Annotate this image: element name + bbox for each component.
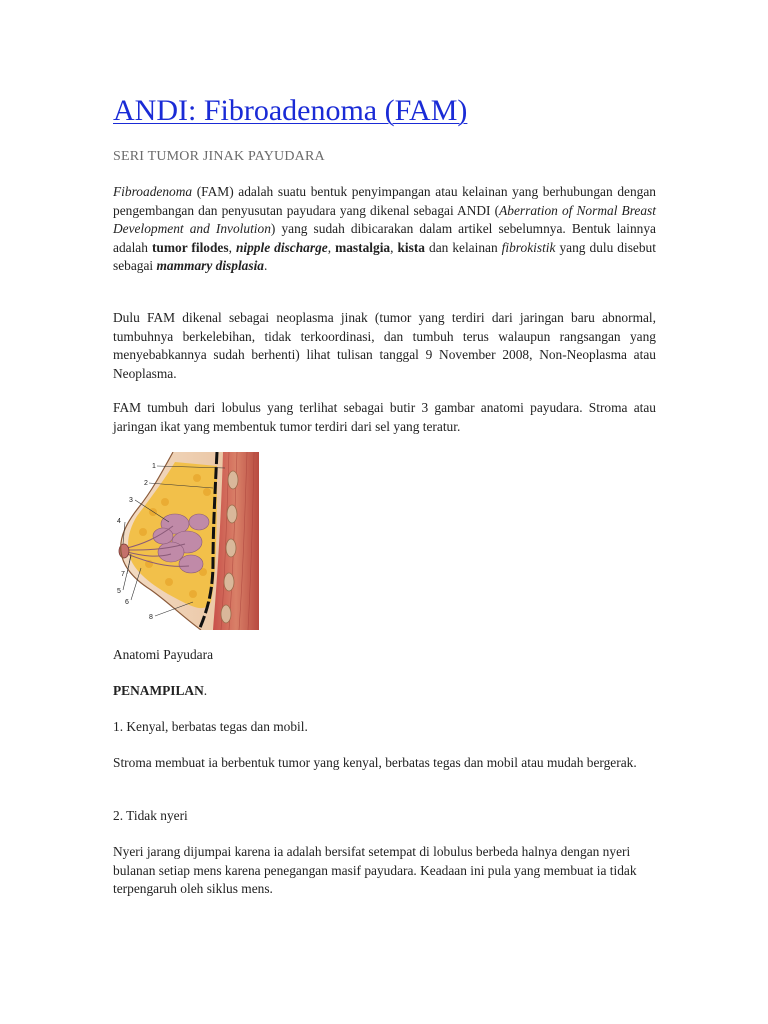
paragraph-lobulus: FAM tumbuh dari lobulus yang terlihat sebagai butir 3 gambar anatomi payudara. Stroma atau jaringan ikat yang membentuk tumor terdiri dari sel yang teratur. <box>113 400 656 434</box>
term-andi-expansion: Aberration of Normal Breast Development and Involution <box>113 202 656 236</box>
list-item-1-label: 1. Kenyal, berbatas tegas dan mobil. <box>113 719 308 734</box>
label-1: 1 <box>152 463 156 470</box>
term-fibroadenoma: Fibroadenoma <box>113 184 193 199</box>
list-item-1-text: Stroma membuat ia berbentuk tumor yang kenyal, berbatas tegas dan mobil atau mudah bergerak. <box>113 755 637 770</box>
text-run: yang dulu disebut sebagai <box>113 239 656 273</box>
label-4: 4 <box>117 518 121 525</box>
label-5: 5 <box>117 588 121 595</box>
term-tumor-filodes: tumor filodes <box>151 239 229 255</box>
term-mastalgia: mastalgia <box>335 239 391 255</box>
text-run: . <box>264 258 268 273</box>
list-item-2-label: 2. Tidak nyeri <box>113 808 188 823</box>
paragraph-neoplasma: Dulu FAM dikenal sebagai neoplasma jinak (tumor yang terdiri dari jaringan baru abnormal, tumbuhnya berkelebihan, tidak terkoordinasi, dan tumbuh terus walaupun rangsangan yang menyebabkannya sudah berhenti) lihat tulisan tanggal 9 November 2008, Non-Neoplasma atau Neoplasma. <box>113 310 656 381</box>
term-mammary-displasia: mammary displasia <box>156 258 265 273</box>
section-heading-dot: . <box>203 683 208 698</box>
term-nipple-discharge: nipple discharge <box>235 239 328 255</box>
text-run: , <box>228 239 236 255</box>
text-run: ) yang sudah dibicarakan dalam artikel sebelumnya. Bentuk lainnya adalah <box>113 221 656 255</box>
label-6: 6 <box>125 599 129 606</box>
term-fibrokistik: fibrokistik <box>501 239 556 255</box>
figure-caption: Anatomi Payudara <box>113 647 214 662</box>
term-kista: kista <box>397 239 425 255</box>
article-subtitle: SERI TUMOR JINAK PAYUDARA <box>113 149 325 164</box>
label-8: 8 <box>149 614 153 621</box>
breast-anatomy-figure <box>113 452 259 630</box>
text-run: , <box>327 239 336 255</box>
text-run: (FAM) adalah suatu bentuk penyimpangan atau kelainan yang berhubungan dengan pengembangan dan penyusutan payudara yang dikenal sebagai ANDI ( <box>113 184 656 218</box>
section-heading <box>113 682 656 701</box>
label-7: 7 <box>121 571 125 578</box>
text-run: dan kelainan <box>425 239 502 255</box>
list-item-2-text: Nyeri jarang dijumpai karena ia adalah bersifat setempat di lobulus berbeda halnya dengan nyeri bulanan setiap mens karena penegangan masif payudara. Keadaan ini pula yang membuat ia tidak terpengaruh oleh siklus mens. <box>113 844 637 896</box>
article-title-link[interactable]: ANDI: Fibroadenoma (FAM) <box>113 94 468 127</box>
paragraph-intro <box>113 183 656 276</box>
label-2: 2 <box>144 480 148 487</box>
section-heading-text: PENAMPILAN <box>113 683 204 698</box>
text-run: , <box>390 239 398 255</box>
label-3: 3 <box>129 497 133 504</box>
